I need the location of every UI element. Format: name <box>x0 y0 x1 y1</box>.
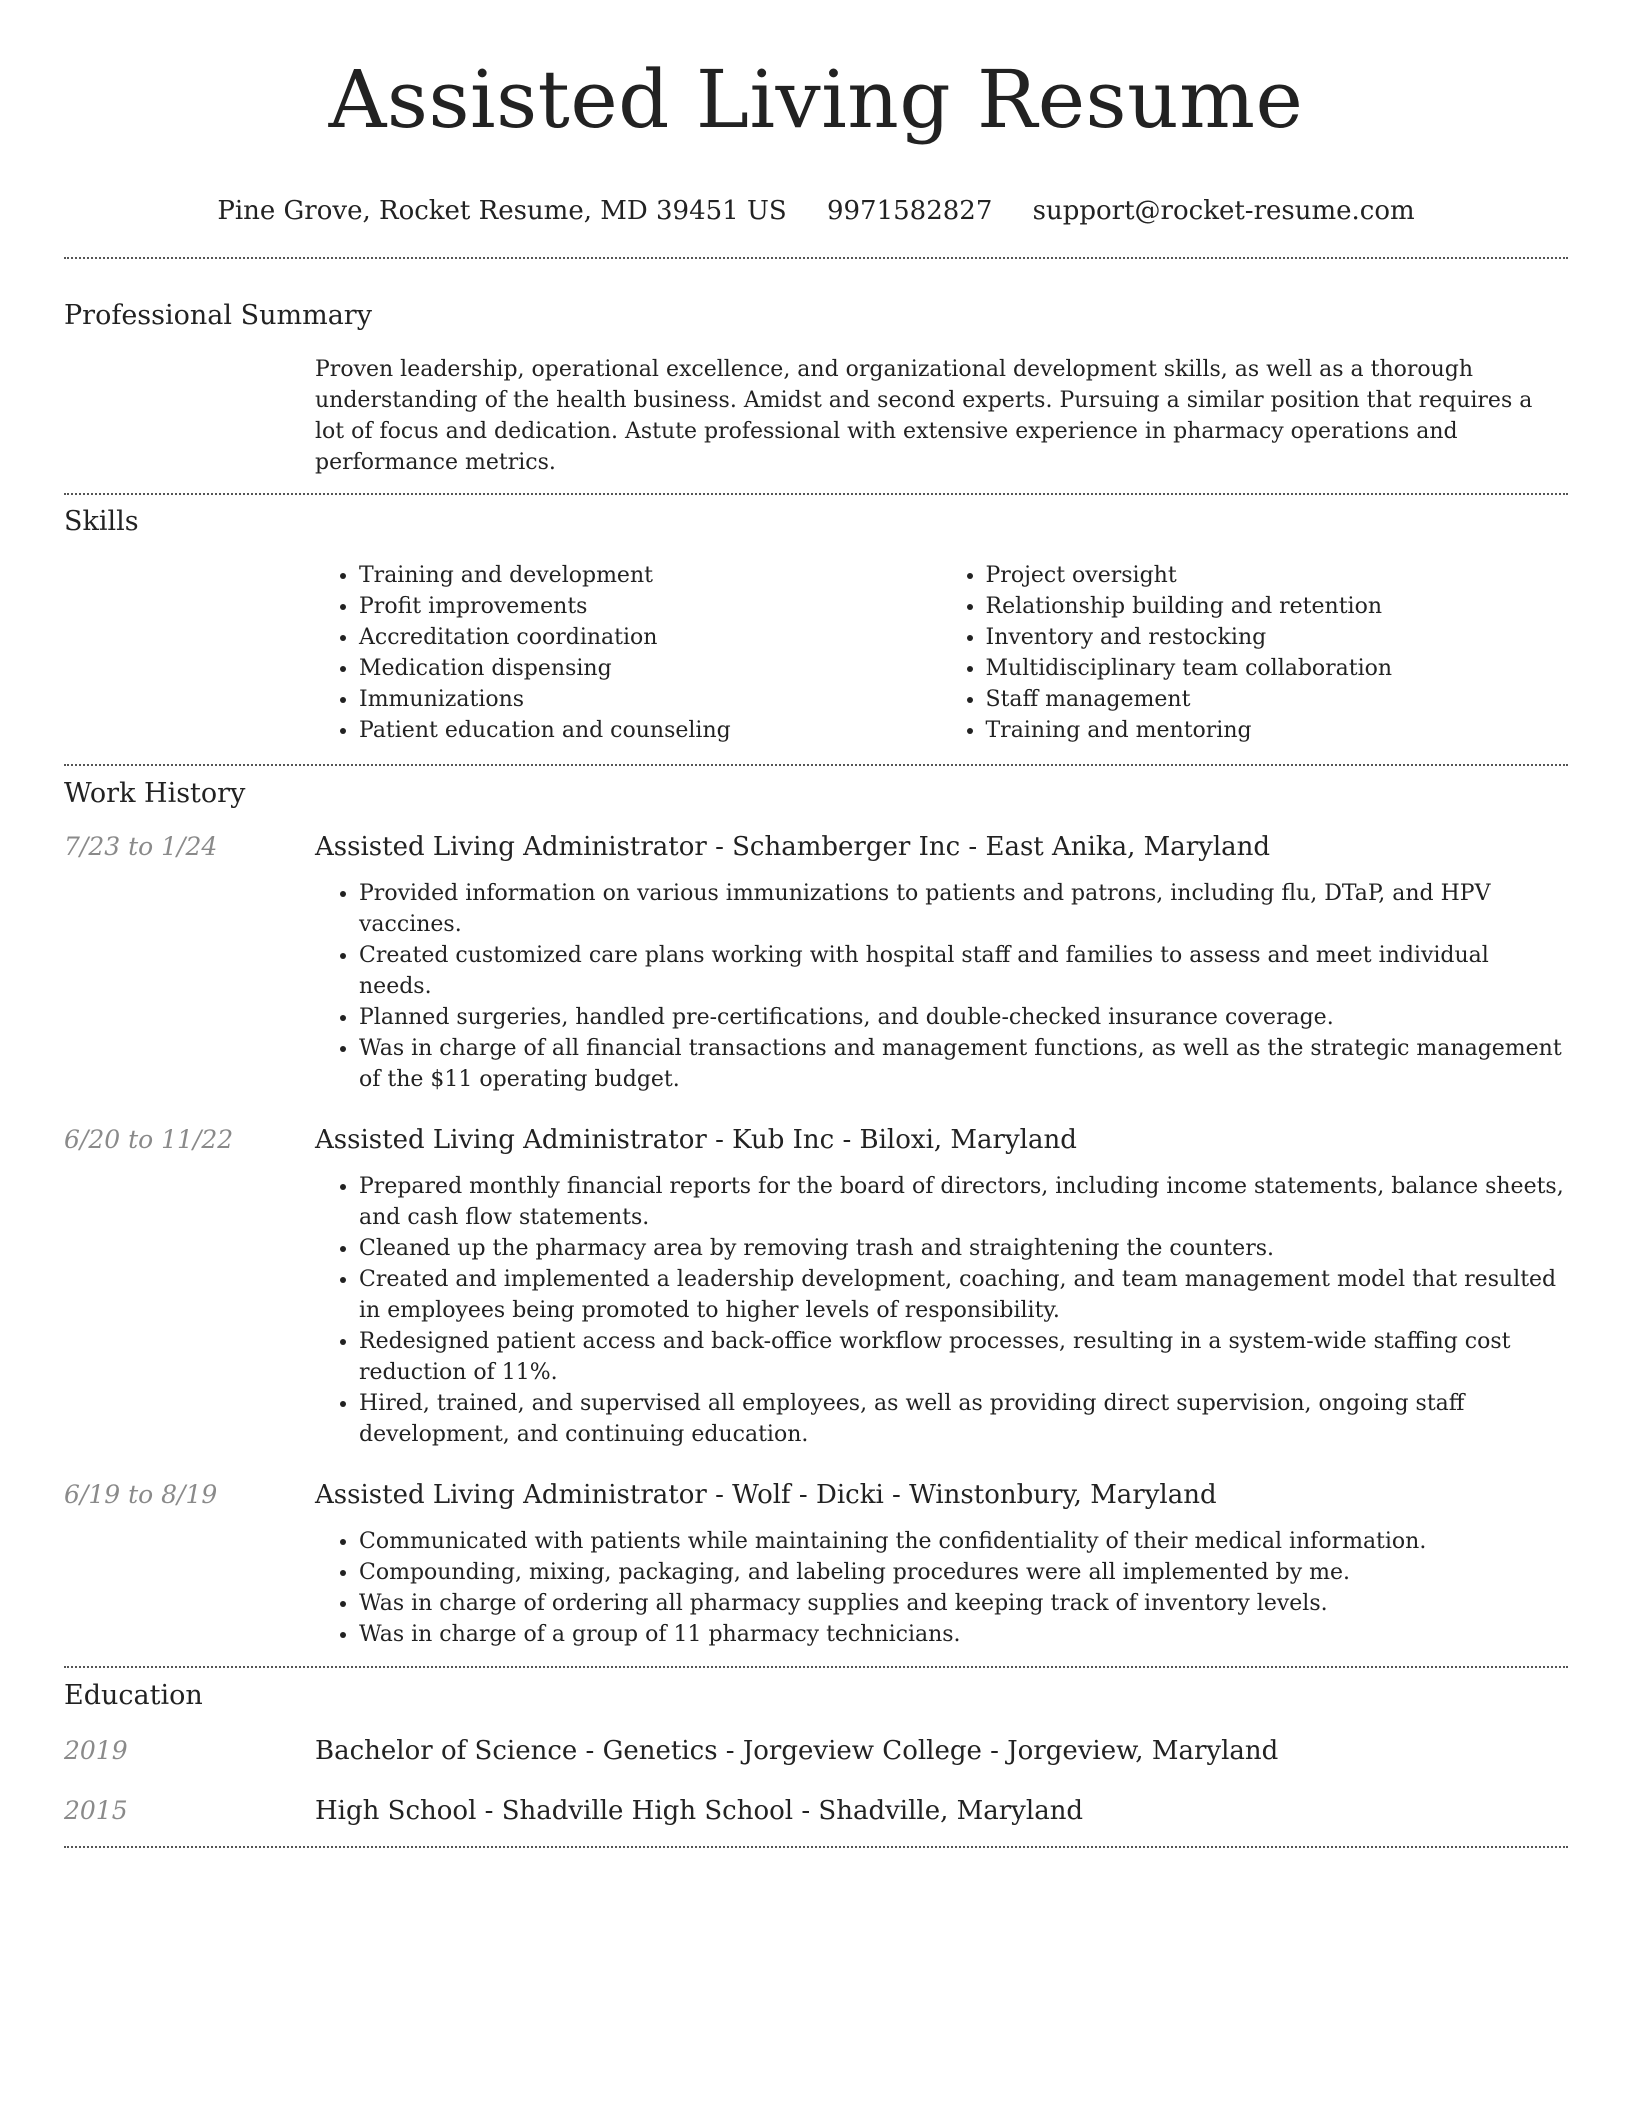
contact-email: support@rocket-resume.com <box>1032 196 1415 226</box>
skill-item: • Training and development <box>359 560 942 591</box>
skill-item: • Medication dispensing <box>359 653 942 684</box>
summary-text: Proven leadership, operational excellence, and organizational development skills, as well as a thorough understanding of the health business. Amidst and second experts. Pursuing a similar position that requires a lot of focus and dedication. Astute professional with extensive experience in pharmacy operations and performance metrics. <box>315 357 1533 475</box>
section-title-work: Work History <box>64 778 246 809</box>
divider <box>64 257 1568 259</box>
skill-item: • Profit improvements <box>359 591 942 622</box>
job-dates: 6/20 to 11/22 <box>64 1125 234 1154</box>
section-title-skills: Skills <box>64 506 139 537</box>
contact-phone: 9971582827 <box>826 196 993 226</box>
skills-column-left <box>315 560 942 746</box>
skill-item: • Patient education and counseling <box>359 715 942 746</box>
job-dates: 6/19 to 8/19 <box>64 1480 218 1509</box>
skills-list <box>315 560 1568 746</box>
job-bullet: • Communicated with patients while maintaining the confidentiality of their medical information. <box>359 1526 1568 1557</box>
skill-item: • Inventory and restocking <box>986 622 1569 653</box>
skill-item: • Accreditation coordination <box>359 622 942 653</box>
job-bullet: • Planned surgeries, handled pre-certifications, and double-checked insurance coverage. <box>359 1002 1568 1033</box>
education-item <box>64 1736 1568 1766</box>
job-header <box>64 832 1568 862</box>
job-bullet: • Compounding, mixing, packaging, and labeling procedures were all implemented by me. <box>359 1557 1568 1588</box>
job-bullet: • Created and implemented a leadership development, coaching, and team management model that resulted in employees being promoted to higher levels of responsibility. <box>359 1264 1568 1326</box>
job-title: Assisted Living Administrator - Wolf - Dicki - Winstonbury, Maryland <box>315 1480 1217 1510</box>
skill-item: • Relationship building and retention <box>986 591 1569 622</box>
education-year: 2015 <box>64 1796 128 1825</box>
resume-page <box>64 0 1568 1848</box>
divider <box>64 1846 1568 1848</box>
skills-column-right <box>942 560 1569 746</box>
job-dates: 7/23 to 1/24 <box>64 832 218 861</box>
job-bullet: • Prepared monthly financial reports for the board of directors, including income statements, balance sheets, and cash flow statements. <box>359 1171 1568 1233</box>
job-bullet: • Hired, trained, and supervised all employees, as well as providing direct supervision, ongoing staff development, and continuing education. <box>359 1388 1568 1450</box>
skill-item: • Immunizations <box>359 684 942 715</box>
job-bullets <box>315 1526 1568 1650</box>
skill-item: • Project oversight <box>986 560 1569 591</box>
job-title: Assisted Living Administrator - Schamberger Inc - East Anika, Maryland <box>315 832 1271 862</box>
job-bullet: • Redesigned patient access and back-office workflow processes, resulting in a system-wide staffing cost reduction of 11%. <box>359 1326 1568 1388</box>
skill-item: • Training and mentoring <box>986 715 1569 746</box>
education-text: Bachelor of Science - Genetics - Jorgeview College - Jorgeview, Maryland <box>315 1736 1279 1766</box>
job-bullet: • Provided information on various immunizations to patients and patrons, including flu, DTaP, and HPV vaccines. <box>359 878 1568 940</box>
job-bullets <box>315 1171 1568 1450</box>
section-title-summary: Professional Summary <box>64 300 372 331</box>
resume-title: Assisted Living Resume <box>328 53 1304 146</box>
skill-item: • Staff management <box>986 684 1569 715</box>
job-header <box>64 1125 1568 1155</box>
divider <box>64 1666 1568 1668</box>
contact-address: Pine Grove, Rocket Resume, MD 39451 US <box>217 196 787 226</box>
job-bullet: • Was in charge of ordering all pharmacy supplies and keeping track of inventory levels. <box>359 1588 1568 1619</box>
education-item <box>64 1796 1568 1826</box>
education-year: 2019 <box>64 1736 128 1765</box>
job-bullets <box>315 878 1568 1095</box>
job-title: Assisted Living Administrator - Kub Inc - Biloxi, Maryland <box>315 1125 1077 1155</box>
job-bullet: • Was in charge of a group of 11 pharmacy technicians. <box>359 1619 1568 1650</box>
job-header <box>64 1480 1568 1510</box>
job-bullet: • Cleaned up the pharmacy area by removing trash and straightening the counters. <box>359 1233 1568 1264</box>
divider <box>64 764 1568 766</box>
divider <box>64 493 1568 495</box>
section-title-education: Education <box>64 1680 203 1711</box>
job-bullet: • Was in charge of all financial transactions and management functions, as well as the strategic management of the $11 operating budget. <box>359 1033 1568 1095</box>
education-text: High School - Shadville High School - Shadville, Maryland <box>315 1796 1084 1826</box>
contact-line <box>64 194 1568 228</box>
skill-item: • Multidisciplinary team collaboration <box>986 653 1569 684</box>
job-bullet: • Created customized care plans working with hospital staff and families to assess and meet individual needs. <box>359 940 1568 1002</box>
